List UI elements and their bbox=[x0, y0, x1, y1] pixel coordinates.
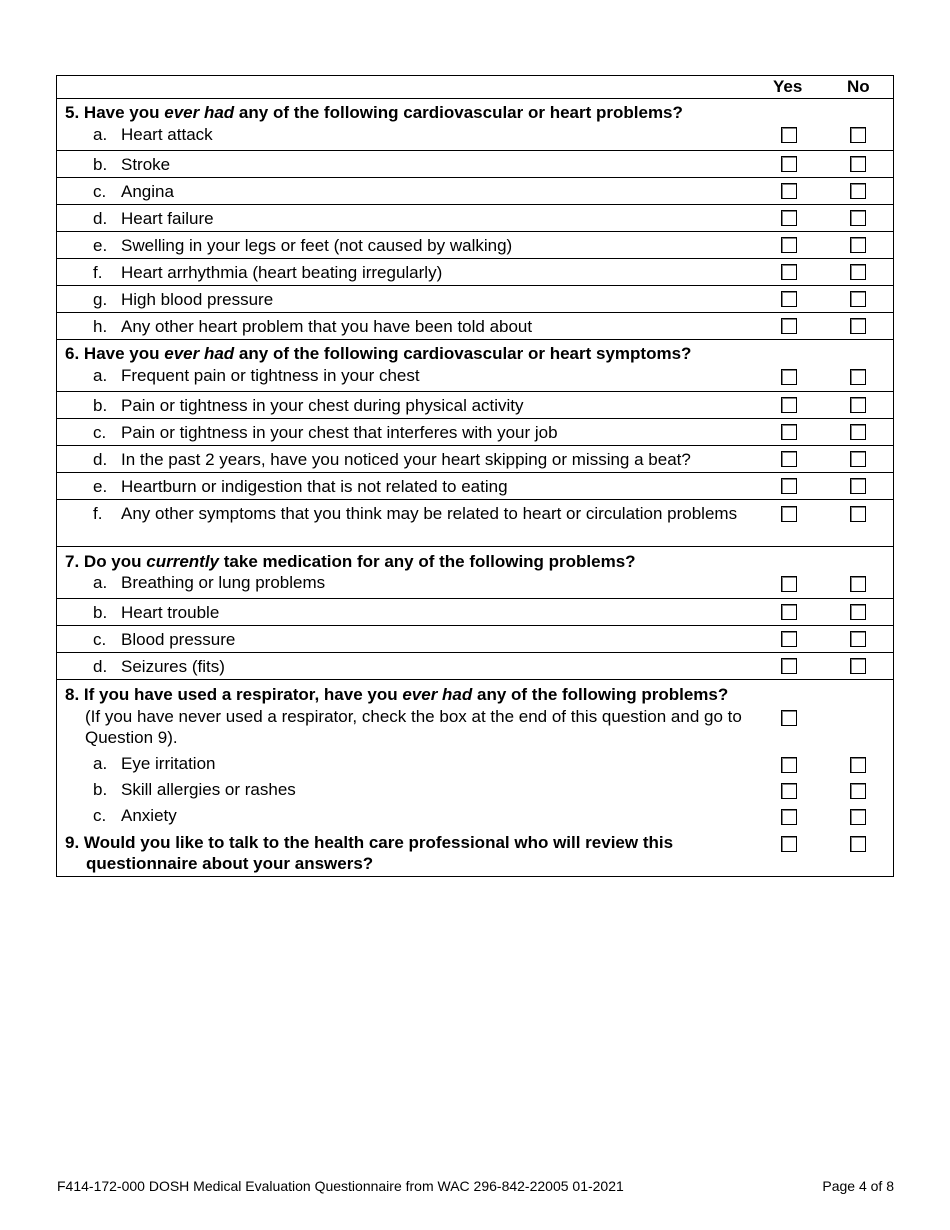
column-header-row bbox=[57, 76, 893, 98]
q6e-no-checkbox[interactable] bbox=[850, 478, 866, 494]
q8-item-c: c. Anxiety bbox=[57, 805, 893, 831]
q8-note: (If you have never used a respirator, check the box at the end of this question and go to Question 9). bbox=[85, 707, 742, 747]
q6e-yes-checkbox[interactable] bbox=[781, 478, 797, 494]
q5-item-a: a. Heart attack bbox=[57, 124, 893, 150]
q5h-no-checkbox[interactable] bbox=[850, 318, 866, 334]
question-7 bbox=[57, 546, 893, 572]
footer-form-id: F414-172-000 DOSH Medical Evaluation Questionnaire from WAC 296-842-22005 01-2021 bbox=[57, 1178, 624, 1194]
q5c-yes-checkbox[interactable] bbox=[781, 183, 797, 199]
q6a-yes-checkbox[interactable] bbox=[781, 369, 797, 385]
q5-item-h: h. Any other heart problem that you have been told about bbox=[57, 312, 893, 339]
q6-item-d: d. In the past 2 years, have you noticed your heart skipping or missing a beat? bbox=[57, 445, 893, 472]
q5b-yes-checkbox[interactable] bbox=[781, 156, 797, 172]
q5e-no-checkbox[interactable] bbox=[850, 237, 866, 253]
q5b-no-checkbox[interactable] bbox=[850, 156, 866, 172]
q5-item-g: g. High blood pressure bbox=[57, 285, 893, 312]
q8-item-b: b. Skill allergies or rashes bbox=[57, 779, 893, 805]
q5-item-b: b. Stroke bbox=[57, 150, 893, 177]
q8b-yes-checkbox[interactable] bbox=[781, 783, 797, 799]
q8-never-used-checkbox[interactable] bbox=[781, 710, 797, 726]
q5a-no-checkbox[interactable] bbox=[850, 127, 866, 143]
footer-page-number: Page 4 of 8 bbox=[822, 1178, 894, 1194]
q6d-no-checkbox[interactable] bbox=[850, 451, 866, 467]
question-6-text: 6. Have you ever had any of the following cardiovascular or heart symptoms? bbox=[65, 344, 692, 363]
q5-item-f: f. Heart arrhythmia (heart beating irregularly) bbox=[57, 258, 893, 285]
q8a-no-checkbox[interactable] bbox=[850, 757, 866, 773]
q8b-no-checkbox[interactable] bbox=[850, 783, 866, 799]
q7c-no-checkbox[interactable] bbox=[850, 631, 866, 647]
q5d-no-checkbox[interactable] bbox=[850, 210, 866, 226]
q5g-no-checkbox[interactable] bbox=[850, 291, 866, 307]
q5c-no-checkbox[interactable] bbox=[850, 183, 866, 199]
q7d-no-checkbox[interactable] bbox=[850, 658, 866, 674]
q5h-yes-checkbox[interactable] bbox=[781, 318, 797, 334]
q5f-yes-checkbox[interactable] bbox=[781, 264, 797, 280]
q7b-yes-checkbox[interactable] bbox=[781, 604, 797, 620]
question-8 bbox=[57, 679, 893, 706]
q7-item-c: c. Blood pressure bbox=[57, 625, 893, 652]
question-5 bbox=[57, 98, 893, 124]
q6b-yes-checkbox[interactable] bbox=[781, 397, 797, 413]
q6b-no-checkbox[interactable] bbox=[850, 397, 866, 413]
q8-note-row bbox=[57, 706, 893, 753]
q7a-yes-checkbox[interactable] bbox=[781, 576, 797, 592]
question-6 bbox=[57, 339, 893, 365]
q6d-yes-checkbox[interactable] bbox=[781, 451, 797, 467]
q7b-no-checkbox[interactable] bbox=[850, 604, 866, 620]
q6-item-b: b. Pain or tightness in your chest during physical activity bbox=[57, 391, 893, 418]
q7-item-b: b. Heart trouble bbox=[57, 598, 893, 625]
q9-no-checkbox[interactable] bbox=[850, 836, 866, 852]
q7d-yes-checkbox[interactable] bbox=[781, 658, 797, 674]
yes-column-header: Yes bbox=[773, 77, 803, 96]
q8a-yes-checkbox[interactable] bbox=[781, 757, 797, 773]
q6-item-a: a. Frequent pain or tightness in your chest bbox=[57, 365, 893, 391]
question-7-text: 7. Do you currently take medication for any of the following problems? bbox=[65, 552, 636, 571]
q6-item-c: c. Pain or tightness in your chest that interferes with your job bbox=[57, 418, 893, 445]
q9-yes-checkbox[interactable] bbox=[781, 836, 797, 852]
q6-item-f: f. Any other symptoms that you think may be related to heart or circulation problems bbox=[57, 499, 893, 546]
q5f-no-checkbox[interactable] bbox=[850, 264, 866, 280]
q7-item-d: d. Seizures (fits) bbox=[57, 652, 893, 679]
q8-item-a: a. Eye irritation bbox=[57, 753, 893, 779]
no-column-header: No bbox=[847, 77, 870, 96]
q7a-no-checkbox[interactable] bbox=[850, 576, 866, 592]
q7c-yes-checkbox[interactable] bbox=[781, 631, 797, 647]
q5e-yes-checkbox[interactable] bbox=[781, 237, 797, 253]
q6-item-e: e. Heartburn or indigestion that is not related to eating bbox=[57, 472, 893, 499]
q5a-yes-checkbox[interactable] bbox=[781, 127, 797, 143]
q6a-no-checkbox[interactable] bbox=[850, 369, 866, 385]
q8c-yes-checkbox[interactable] bbox=[781, 809, 797, 825]
q6f-yes-checkbox[interactable] bbox=[781, 506, 797, 522]
q5d-yes-checkbox[interactable] bbox=[781, 210, 797, 226]
q5-item-c: c. Angina bbox=[57, 177, 893, 204]
q6c-no-checkbox[interactable] bbox=[850, 424, 866, 440]
q6f-no-checkbox[interactable] bbox=[850, 506, 866, 522]
q6c-yes-checkbox[interactable] bbox=[781, 424, 797, 440]
q8c-no-checkbox[interactable] bbox=[850, 809, 866, 825]
q5g-yes-checkbox[interactable] bbox=[781, 291, 797, 307]
question-5-text: 5. Have you ever had any of the following cardiovascular or heart problems? bbox=[65, 103, 683, 122]
q5-item-d: d. Heart failure bbox=[57, 204, 893, 231]
questionnaire-table bbox=[56, 75, 894, 877]
q5-item-e: e. Swelling in your legs or feet (not caused by walking) bbox=[57, 231, 893, 258]
question-8-text: 8. If you have used a respirator, have you ever had any of the following problems? bbox=[65, 685, 729, 704]
question-9 bbox=[57, 831, 893, 876]
q7-item-a: a. Breathing or lung problems bbox=[57, 572, 893, 598]
question-9-text: 9. Would you like to talk to the health care professional who will review this questionnaire about your answers? bbox=[65, 833, 674, 873]
